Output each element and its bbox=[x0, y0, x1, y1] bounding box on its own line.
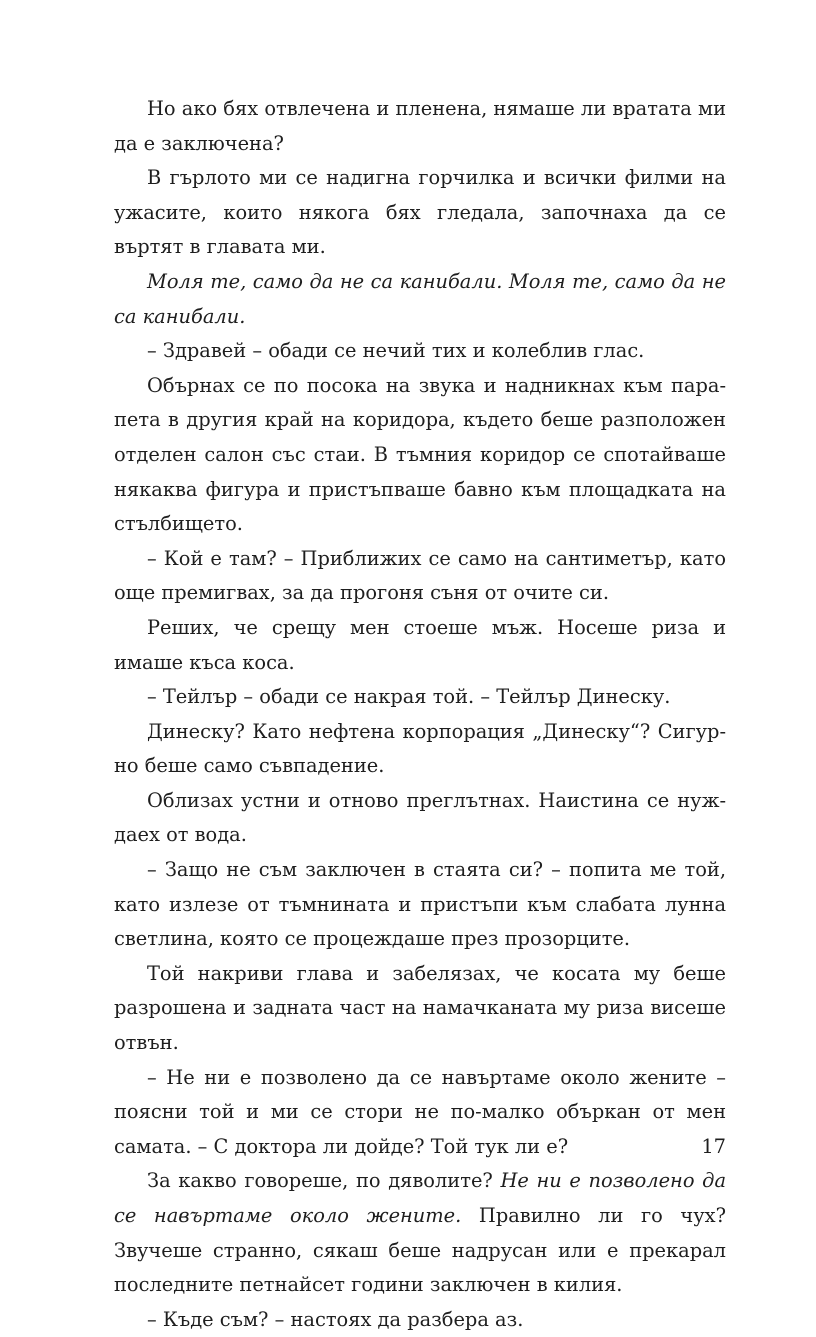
paragraph-text: Правилно ли го чух? Звучеше странно, сякаш беше надрусан или е прекарал последните петнайсет години заключен в килия. bbox=[114, 1204, 726, 1297]
paragraph bbox=[114, 542, 726, 611]
paragraph-text: Реших, че срещу мен стоеше мъж. Носеше риза и имаше къса коса. bbox=[114, 615, 726, 674]
paragraph bbox=[114, 1164, 726, 1302]
page-number: 17 bbox=[701, 1135, 726, 1158]
paragraph bbox=[114, 853, 726, 957]
paragraph-text: Обърнах се по посока на звука и надникнах към парапета в другия край на коридора, където беше разположен отделен салон със стаи. В тъмния коридор се спотайваше някаква фигура и пристъпваше бавно към площадката на стълбището. bbox=[114, 373, 726, 536]
paragraph-text: В гърлото ми се надигна горчилка и всички филми на ужасите, които някога бях гледала, започнаха да се въртят в главата ми. bbox=[114, 166, 726, 259]
paragraph bbox=[114, 334, 726, 369]
paragraph bbox=[114, 957, 726, 1061]
paragraph bbox=[114, 715, 726, 784]
body-text bbox=[114, 92, 726, 1337]
paragraph-text: Но ако бях отвлечена и пленена, нямаше ли вратата ми да е заключена? bbox=[114, 97, 726, 155]
paragraph bbox=[114, 784, 726, 853]
paragraph-text: – Здравей – обади се нечий тих и колеблив глас. bbox=[147, 339, 645, 363]
paragraph-text: – Защо не съм заключен в стаята си? – попита ме той, като излезе от тъмнината и пристъпи към слабата лунна светлина, която се процеждаше през прозорците. bbox=[114, 858, 726, 951]
paragraph-text: Динеску? Като нефтена корпорация „Динеску“? Сигурно беше само съвпадение. bbox=[114, 719, 726, 778]
paragraph bbox=[114, 92, 726, 161]
paragraph-text: Той накриви глава и забелязах, че косата му беше разрошена и задната част на намачканата му риза висеше отвън. bbox=[114, 961, 726, 1055]
paragraph bbox=[114, 265, 726, 334]
paragraph bbox=[114, 1061, 726, 1165]
italic-text: Моля те, само да не са канибали. Моля те, само да не са канибали. bbox=[114, 269, 726, 328]
paragraph-text: – Кой е там? – Приближих се само на сантиметър, като още премигвах, за да прогоня съня от очите си. bbox=[114, 546, 726, 605]
paragraph bbox=[114, 611, 726, 680]
paragraph-text: За какво говореше, по дяволите? bbox=[147, 1169, 501, 1193]
paragraph-text: Облизах устни и отново преглътнах. Наистина се нуждаех от вода. bbox=[114, 788, 726, 847]
paragraph bbox=[114, 161, 726, 265]
paragraph-text: – Не ни е позволено да се навъртаме около жените – поясни той и ми се стори не по-малко объркан от мен самата. – С доктора ли дойде? Той тук ли е? bbox=[114, 1065, 726, 1158]
paragraph-text: – Къде съм? – настоях да разбера аз. bbox=[147, 1307, 524, 1331]
paragraph-text: – Тейлър – обади се накрая той. – Тейлър Динеску. bbox=[147, 685, 671, 709]
paragraph bbox=[114, 1303, 726, 1337]
paragraph bbox=[114, 369, 726, 542]
italic-text: Не ни е позволено да се навъртаме около жените. bbox=[114, 1169, 727, 1227]
paragraph bbox=[114, 680, 726, 715]
